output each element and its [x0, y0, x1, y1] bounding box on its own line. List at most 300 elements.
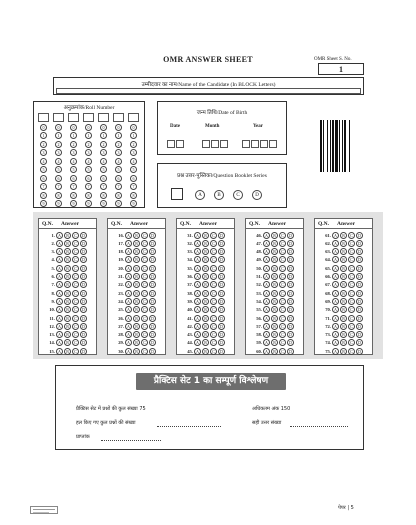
answer-option-bubble[interactable]: B [271, 298, 278, 305]
answer-option-bubble[interactable]: D [356, 323, 363, 330]
roll-digit-bubble[interactable]: 5 [115, 166, 122, 173]
answer-option-bubble[interactable]: D [218, 232, 225, 239]
answer-option-bubble[interactable]: A [194, 265, 201, 272]
answer-option-bubble[interactable]: C [141, 240, 148, 247]
answer-option-bubble[interactable]: B [202, 273, 209, 280]
answer-option-bubble[interactable]: B [271, 248, 278, 255]
answer-option-bubble[interactable]: B [64, 248, 71, 255]
answer-option-bubble[interactable]: A [125, 281, 132, 288]
answer-option-bubble[interactable]: D [218, 265, 225, 272]
answer-option-bubble[interactable]: B [340, 306, 347, 313]
answer-option-bubble[interactable]: B [202, 265, 209, 272]
dob-date-cell[interactable] [167, 140, 175, 148]
answer-option-bubble[interactable]: A [56, 331, 63, 338]
answer-option-bubble[interactable]: A [125, 273, 132, 280]
answer-option-bubble[interactable]: B [271, 281, 278, 288]
answer-option-bubble[interactable]: D [149, 323, 156, 330]
roll-digit-bubble[interactable]: 4 [85, 158, 92, 165]
answer-option-bubble[interactable]: B [133, 323, 140, 330]
answer-option-bubble[interactable]: C [210, 265, 217, 272]
roll-digit-bubble[interactable]: 3 [130, 149, 137, 156]
roll-number-digit-box[interactable] [113, 113, 124, 122]
answer-option-bubble[interactable]: C [279, 315, 286, 322]
answer-option-bubble[interactable]: C [72, 298, 79, 305]
answer-option-bubble[interactable]: B [271, 290, 278, 297]
answer-option-bubble[interactable]: A [125, 256, 132, 263]
roll-number-digit-box[interactable] [98, 113, 109, 122]
answer-option-bubble[interactable]: D [218, 248, 225, 255]
answer-option-bubble[interactable]: C [141, 273, 148, 280]
answer-option-bubble[interactable]: A [194, 232, 201, 239]
answer-option-bubble[interactable]: B [340, 298, 347, 305]
answer-option-bubble[interactable]: D [218, 256, 225, 263]
answer-option-bubble[interactable]: B [340, 256, 347, 263]
answer-option-bubble[interactable]: A [332, 339, 339, 346]
answer-option-bubble[interactable]: C [348, 323, 355, 330]
roll-number-digit-box[interactable] [38, 113, 49, 122]
answer-option-bubble[interactable]: B [202, 306, 209, 313]
answer-option-bubble[interactable]: C [279, 240, 286, 247]
answer-option-bubble[interactable]: B [202, 290, 209, 297]
roll-digit-bubble[interactable]: 3 [100, 149, 107, 156]
answer-option-bubble[interactable]: A [194, 240, 201, 247]
answer-option-bubble[interactable]: B [202, 298, 209, 305]
answer-option-bubble[interactable]: B [133, 306, 140, 313]
answer-option-bubble[interactable]: D [218, 240, 225, 247]
answer-option-bubble[interactable]: A [125, 290, 132, 297]
answer-option-bubble[interactable]: A [332, 315, 339, 322]
answer-option-bubble[interactable]: B [340, 240, 347, 247]
answer-option-bubble[interactable]: C [210, 290, 217, 297]
answer-option-bubble[interactable]: D [356, 273, 363, 280]
answer-option-bubble[interactable]: B [64, 323, 71, 330]
answer-option-bubble[interactable]: B [271, 256, 278, 263]
answer-option-bubble[interactable]: D [287, 331, 294, 338]
answer-option-bubble[interactable]: A [56, 256, 63, 263]
answer-option-bubble[interactable]: B [133, 232, 140, 239]
answer-option-bubble[interactable]: D [80, 290, 87, 297]
answer-option-bubble[interactable]: D [218, 323, 225, 330]
answer-option-bubble[interactable]: B [64, 232, 71, 239]
answer-option-bubble[interactable]: D [218, 348, 225, 355]
correct-answers-field[interactable] [290, 426, 348, 427]
answer-option-bubble[interactable]: A [332, 240, 339, 247]
roll-digit-bubble[interactable]: 8 [55, 192, 62, 199]
answer-option-bubble[interactable]: C [72, 240, 79, 247]
answer-option-bubble[interactable]: B [202, 348, 209, 355]
answer-option-bubble[interactable]: D [149, 265, 156, 272]
roll-digit-bubble[interactable]: 1 [115, 132, 122, 139]
answer-option-bubble[interactable]: C [72, 290, 79, 297]
answer-option-bubble[interactable]: D [149, 256, 156, 263]
dob-year-cell[interactable] [269, 140, 277, 148]
answer-option-bubble[interactable]: D [80, 298, 87, 305]
answer-option-bubble[interactable]: A [194, 273, 201, 280]
answer-option-bubble[interactable]: C [348, 273, 355, 280]
answer-option-bubble[interactable]: B [340, 232, 347, 239]
answer-option-bubble[interactable]: C [72, 256, 79, 263]
answer-option-bubble[interactable]: A [194, 298, 201, 305]
answer-option-bubble[interactable]: D [149, 273, 156, 280]
roll-digit-bubble[interactable]: 3 [85, 149, 92, 156]
answer-option-bubble[interactable]: D [287, 348, 294, 355]
answer-option-bubble[interactable]: B [271, 240, 278, 247]
answer-option-bubble[interactable]: A [263, 281, 270, 288]
roll-digit-bubble[interactable]: 8 [70, 192, 77, 199]
answer-option-bubble[interactable]: B [64, 315, 71, 322]
answer-option-bubble[interactable]: C [348, 298, 355, 305]
answer-option-bubble[interactable]: D [80, 248, 87, 255]
answer-option-bubble[interactable]: A [125, 339, 132, 346]
roll-digit-bubble[interactable]: 6 [40, 175, 47, 182]
roll-digit-bubble[interactable]: 5 [55, 166, 62, 173]
answer-option-bubble[interactable]: D [287, 290, 294, 297]
answer-option-bubble[interactable]: C [348, 248, 355, 255]
roll-digit-bubble[interactable]: 7 [70, 183, 77, 190]
answer-option-bubble[interactable]: A [125, 348, 132, 355]
booklet-option-bubble[interactable]: B [214, 190, 224, 200]
answer-option-bubble[interactable]: D [80, 323, 87, 330]
answer-option-bubble[interactable]: A [263, 248, 270, 255]
answer-option-bubble[interactable]: A [56, 273, 63, 280]
marks-obtained-field[interactable] [101, 440, 161, 441]
answer-option-bubble[interactable]: A [263, 315, 270, 322]
answer-option-bubble[interactable]: B [133, 290, 140, 297]
answer-option-bubble[interactable]: B [64, 339, 71, 346]
answer-option-bubble[interactable]: B [271, 306, 278, 313]
answer-option-bubble[interactable]: A [332, 265, 339, 272]
answer-option-bubble[interactable]: D [80, 232, 87, 239]
answer-option-bubble[interactable]: A [125, 298, 132, 305]
answer-option-bubble[interactable]: B [64, 256, 71, 263]
roll-digit-bubble[interactable]: 2 [85, 141, 92, 148]
dob-year-cell[interactable] [242, 140, 250, 148]
answer-option-bubble[interactable]: D [149, 315, 156, 322]
answer-option-bubble[interactable]: D [287, 265, 294, 272]
roll-digit-bubble[interactable]: 7 [100, 183, 107, 190]
answer-option-bubble[interactable]: C [210, 339, 217, 346]
roll-digit-bubble[interactable]: 6 [85, 175, 92, 182]
answer-option-bubble[interactable]: A [263, 290, 270, 297]
answer-option-bubble[interactable]: D [80, 331, 87, 338]
answer-option-bubble[interactable]: C [348, 265, 355, 272]
answer-option-bubble[interactable]: D [80, 256, 87, 263]
answer-option-bubble[interactable]: A [332, 248, 339, 255]
answer-option-bubble[interactable]: A [332, 281, 339, 288]
answer-option-bubble[interactable]: C [279, 306, 286, 313]
answer-option-bubble[interactable]: D [356, 315, 363, 322]
roll-digit-bubble[interactable]: 3 [70, 149, 77, 156]
answer-option-bubble[interactable]: B [133, 265, 140, 272]
answer-option-bubble[interactable]: B [133, 348, 140, 355]
answer-option-bubble[interactable]: A [263, 323, 270, 330]
roll-digit-bubble[interactable]: 2 [70, 141, 77, 148]
answer-option-bubble[interactable]: B [202, 323, 209, 330]
answer-option-bubble[interactable]: D [80, 315, 87, 322]
answer-option-bubble[interactable]: A [125, 240, 132, 247]
answer-option-bubble[interactable]: D [218, 298, 225, 305]
answer-option-bubble[interactable]: B [271, 323, 278, 330]
answer-option-bubble[interactable]: C [210, 298, 217, 305]
answer-option-bubble[interactable]: C [279, 273, 286, 280]
answer-option-bubble[interactable]: A [332, 331, 339, 338]
answer-option-bubble[interactable]: D [218, 273, 225, 280]
answer-option-bubble[interactable]: C [72, 339, 79, 346]
answer-option-bubble[interactable]: B [64, 240, 71, 247]
roll-digit-bubble[interactable]: 0 [115, 124, 122, 131]
roll-digit-bubble[interactable]: 5 [70, 166, 77, 173]
roll-digit-bubble[interactable]: 1 [70, 132, 77, 139]
roll-digit-bubble[interactable]: 2 [100, 141, 107, 148]
answer-option-bubble[interactable]: A [332, 298, 339, 305]
roll-digit-bubble[interactable]: 0 [40, 124, 47, 131]
answer-option-bubble[interactable]: A [125, 265, 132, 272]
dob-date-cell[interactable] [176, 140, 184, 148]
answer-option-bubble[interactable]: D [356, 265, 363, 272]
answer-option-bubble[interactable]: D [149, 248, 156, 255]
answer-option-bubble[interactable]: B [133, 281, 140, 288]
answer-option-bubble[interactable]: A [263, 339, 270, 346]
roll-digit-bubble[interactable]: 2 [130, 141, 137, 148]
answer-option-bubble[interactable]: C [210, 273, 217, 280]
roll-digit-bubble[interactable]: 3 [115, 149, 122, 156]
answer-option-bubble[interactable]: A [56, 339, 63, 346]
answer-option-bubble[interactable]: C [210, 232, 217, 239]
attempted-questions-field[interactable] [157, 426, 221, 427]
roll-digit-bubble[interactable]: 0 [130, 124, 137, 131]
answer-option-bubble[interactable]: C [348, 281, 355, 288]
answer-option-bubble[interactable]: A [332, 290, 339, 297]
answer-option-bubble[interactable]: B [271, 315, 278, 322]
answer-option-bubble[interactable]: B [340, 331, 347, 338]
answer-option-bubble[interactable]: C [72, 232, 79, 239]
answer-option-bubble[interactable]: D [80, 265, 87, 272]
answer-option-bubble[interactable]: D [287, 273, 294, 280]
roll-digit-bubble[interactable]: 9 [55, 200, 62, 207]
answer-option-bubble[interactable]: D [218, 339, 225, 346]
roll-digit-bubble[interactable]: 8 [115, 192, 122, 199]
answer-option-bubble[interactable]: A [56, 290, 63, 297]
roll-digit-bubble[interactable]: 6 [130, 175, 137, 182]
answer-option-bubble[interactable]: A [332, 256, 339, 263]
answer-option-bubble[interactable]: A [194, 290, 201, 297]
answer-option-bubble[interactable]: C [210, 281, 217, 288]
answer-option-bubble[interactable]: B [202, 315, 209, 322]
roll-digit-bubble[interactable]: 8 [85, 192, 92, 199]
roll-digit-bubble[interactable]: 9 [115, 200, 122, 207]
answer-option-bubble[interactable]: C [141, 323, 148, 330]
answer-option-bubble[interactable]: C [210, 323, 217, 330]
answer-option-bubble[interactable]: A [263, 298, 270, 305]
answer-option-bubble[interactable]: D [218, 331, 225, 338]
dob-month-cell[interactable] [220, 140, 228, 148]
answer-option-bubble[interactable]: D [356, 306, 363, 313]
answer-option-bubble[interactable]: A [194, 331, 201, 338]
answer-option-bubble[interactable]: C [348, 306, 355, 313]
answer-option-bubble[interactable]: B [202, 281, 209, 288]
answer-option-bubble[interactable]: C [141, 339, 148, 346]
answer-option-bubble[interactable]: C [279, 256, 286, 263]
answer-option-bubble[interactable]: C [141, 315, 148, 322]
roll-number-digit-box[interactable] [83, 113, 94, 122]
answer-option-bubble[interactable]: A [332, 232, 339, 239]
answer-option-bubble[interactable]: A [125, 306, 132, 313]
roll-digit-bubble[interactable]: 6 [115, 175, 122, 182]
answer-option-bubble[interactable]: D [149, 348, 156, 355]
answer-option-bubble[interactable]: B [133, 256, 140, 263]
answer-option-bubble[interactable]: C [279, 290, 286, 297]
booklet-option-bubble[interactable]: A [195, 190, 205, 200]
answer-option-bubble[interactable]: B [133, 240, 140, 247]
answer-option-bubble[interactable]: C [348, 331, 355, 338]
dob-year-cell[interactable] [260, 140, 268, 148]
answer-option-bubble[interactable]: C [279, 232, 286, 239]
answer-option-bubble[interactable]: D [218, 281, 225, 288]
roll-digit-bubble[interactable]: 6 [70, 175, 77, 182]
roll-digit-bubble[interactable]: 7 [130, 183, 137, 190]
answer-option-bubble[interactable]: D [149, 281, 156, 288]
answer-option-bubble[interactable]: D [287, 240, 294, 247]
answer-option-bubble[interactable]: A [56, 348, 63, 355]
roll-digit-bubble[interactable]: 9 [100, 200, 107, 207]
roll-digit-bubble[interactable]: 2 [115, 141, 122, 148]
answer-option-bubble[interactable]: C [210, 348, 217, 355]
answer-option-bubble[interactable]: C [210, 256, 217, 263]
answer-option-bubble[interactable]: B [133, 248, 140, 255]
answer-option-bubble[interactable]: A [194, 348, 201, 355]
roll-digit-bubble[interactable]: 0 [55, 124, 62, 131]
roll-digit-bubble[interactable]: 6 [55, 175, 62, 182]
answer-option-bubble[interactable]: D [356, 290, 363, 297]
answer-option-bubble[interactable]: D [356, 232, 363, 239]
answer-option-bubble[interactable]: C [141, 232, 148, 239]
answer-option-bubble[interactable]: A [56, 232, 63, 239]
answer-option-bubble[interactable]: B [340, 265, 347, 272]
roll-number-digit-box[interactable] [53, 113, 64, 122]
answer-option-bubble[interactable]: C [279, 298, 286, 305]
answer-option-bubble[interactable]: A [56, 248, 63, 255]
answer-option-bubble[interactable]: B [271, 339, 278, 346]
answer-option-bubble[interactable]: B [64, 331, 71, 338]
answer-option-bubble[interactable]: A [125, 248, 132, 255]
roll-digit-bubble[interactable]: 1 [130, 132, 137, 139]
answer-option-bubble[interactable]: D [149, 240, 156, 247]
dob-month-cell[interactable] [202, 140, 210, 148]
answer-option-bubble[interactable]: B [271, 348, 278, 355]
answer-option-bubble[interactable]: A [56, 240, 63, 247]
answer-option-bubble[interactable]: D [149, 331, 156, 338]
answer-option-bubble[interactable]: A [56, 281, 63, 288]
answer-option-bubble[interactable]: A [194, 323, 201, 330]
roll-digit-bubble[interactable]: 4 [70, 158, 77, 165]
roll-digit-bubble[interactable]: 9 [70, 200, 77, 207]
answer-option-bubble[interactable]: B [340, 248, 347, 255]
answer-option-bubble[interactable]: C [72, 323, 79, 330]
answer-option-bubble[interactable]: D [287, 232, 294, 239]
answer-option-bubble[interactable]: B [202, 339, 209, 346]
answer-option-bubble[interactable]: A [125, 323, 132, 330]
roll-digit-bubble[interactable]: 5 [130, 166, 137, 173]
answer-option-bubble[interactable]: B [340, 323, 347, 330]
answer-option-bubble[interactable]: B [202, 256, 209, 263]
roll-digit-bubble[interactable]: 4 [40, 158, 47, 165]
candidate-name-field[interactable] [56, 88, 361, 94]
answer-option-bubble[interactable]: A [263, 348, 270, 355]
answer-option-bubble[interactable]: A [56, 265, 63, 272]
answer-option-bubble[interactable]: C [348, 290, 355, 297]
roll-digit-bubble[interactable]: 7 [85, 183, 92, 190]
answer-option-bubble[interactable]: A [56, 315, 63, 322]
answer-option-bubble[interactable]: D [287, 298, 294, 305]
answer-option-bubble[interactable]: A [263, 232, 270, 239]
answer-option-bubble[interactable]: C [141, 265, 148, 272]
answer-option-bubble[interactable]: B [271, 331, 278, 338]
answer-option-bubble[interactable]: C [279, 265, 286, 272]
answer-option-bubble[interactable]: B [133, 298, 140, 305]
answer-option-bubble[interactable]: C [210, 331, 217, 338]
answer-option-bubble[interactable]: C [279, 281, 286, 288]
answer-option-bubble[interactable]: A [56, 298, 63, 305]
answer-option-bubble[interactable]: C [141, 281, 148, 288]
answer-option-bubble[interactable]: B [202, 240, 209, 247]
answer-option-bubble[interactable]: D [287, 306, 294, 313]
answer-option-bubble[interactable]: D [80, 306, 87, 313]
answer-option-bubble[interactable]: D [287, 339, 294, 346]
answer-option-bubble[interactable]: D [149, 339, 156, 346]
answer-option-bubble[interactable]: C [72, 265, 79, 272]
answer-option-bubble[interactable]: C [348, 240, 355, 247]
answer-option-bubble[interactable]: B [133, 315, 140, 322]
roll-digit-bubble[interactable]: 4 [100, 158, 107, 165]
booklet-series-field[interactable] [171, 188, 183, 200]
answer-option-bubble[interactable]: A [194, 306, 201, 313]
answer-option-bubble[interactable]: C [210, 315, 217, 322]
roll-number-digit-box[interactable] [128, 113, 139, 122]
answer-option-bubble[interactable]: B [202, 232, 209, 239]
answer-option-bubble[interactable]: C [141, 306, 148, 313]
answer-option-bubble[interactable]: D [80, 273, 87, 280]
answer-option-bubble[interactable]: A [263, 273, 270, 280]
answer-option-bubble[interactable]: A [263, 256, 270, 263]
answer-option-bubble[interactable]: C [141, 248, 148, 255]
answer-option-bubble[interactable]: D [356, 331, 363, 338]
answer-option-bubble[interactable]: B [340, 273, 347, 280]
answer-option-bubble[interactable]: D [356, 348, 363, 355]
answer-option-bubble[interactable]: C [348, 315, 355, 322]
roll-digit-bubble[interactable]: 0 [100, 124, 107, 131]
answer-option-bubble[interactable]: C [72, 306, 79, 313]
roll-digit-bubble[interactable]: 2 [40, 141, 47, 148]
answer-option-bubble[interactable]: D [356, 240, 363, 247]
answer-option-bubble[interactable]: C [72, 315, 79, 322]
roll-digit-bubble[interactable]: 0 [70, 124, 77, 131]
answer-option-bubble[interactable]: B [64, 290, 71, 297]
roll-digit-bubble[interactable]: 4 [115, 158, 122, 165]
roll-digit-bubble[interactable]: 7 [115, 183, 122, 190]
answer-option-bubble[interactable]: A [194, 256, 201, 263]
answer-option-bubble[interactable]: B [271, 232, 278, 239]
answer-option-bubble[interactable]: B [271, 265, 278, 272]
answer-option-bubble[interactable]: D [149, 306, 156, 313]
answer-option-bubble[interactable]: B [64, 298, 71, 305]
answer-option-bubble[interactable]: C [210, 306, 217, 313]
answer-option-bubble[interactable]: D [287, 323, 294, 330]
roll-digit-bubble[interactable]: 7 [55, 183, 62, 190]
answer-option-bubble[interactable]: A [194, 339, 201, 346]
answer-option-bubble[interactable]: A [332, 348, 339, 355]
answer-option-bubble[interactable]: D [356, 298, 363, 305]
answer-option-bubble[interactable]: A [332, 273, 339, 280]
